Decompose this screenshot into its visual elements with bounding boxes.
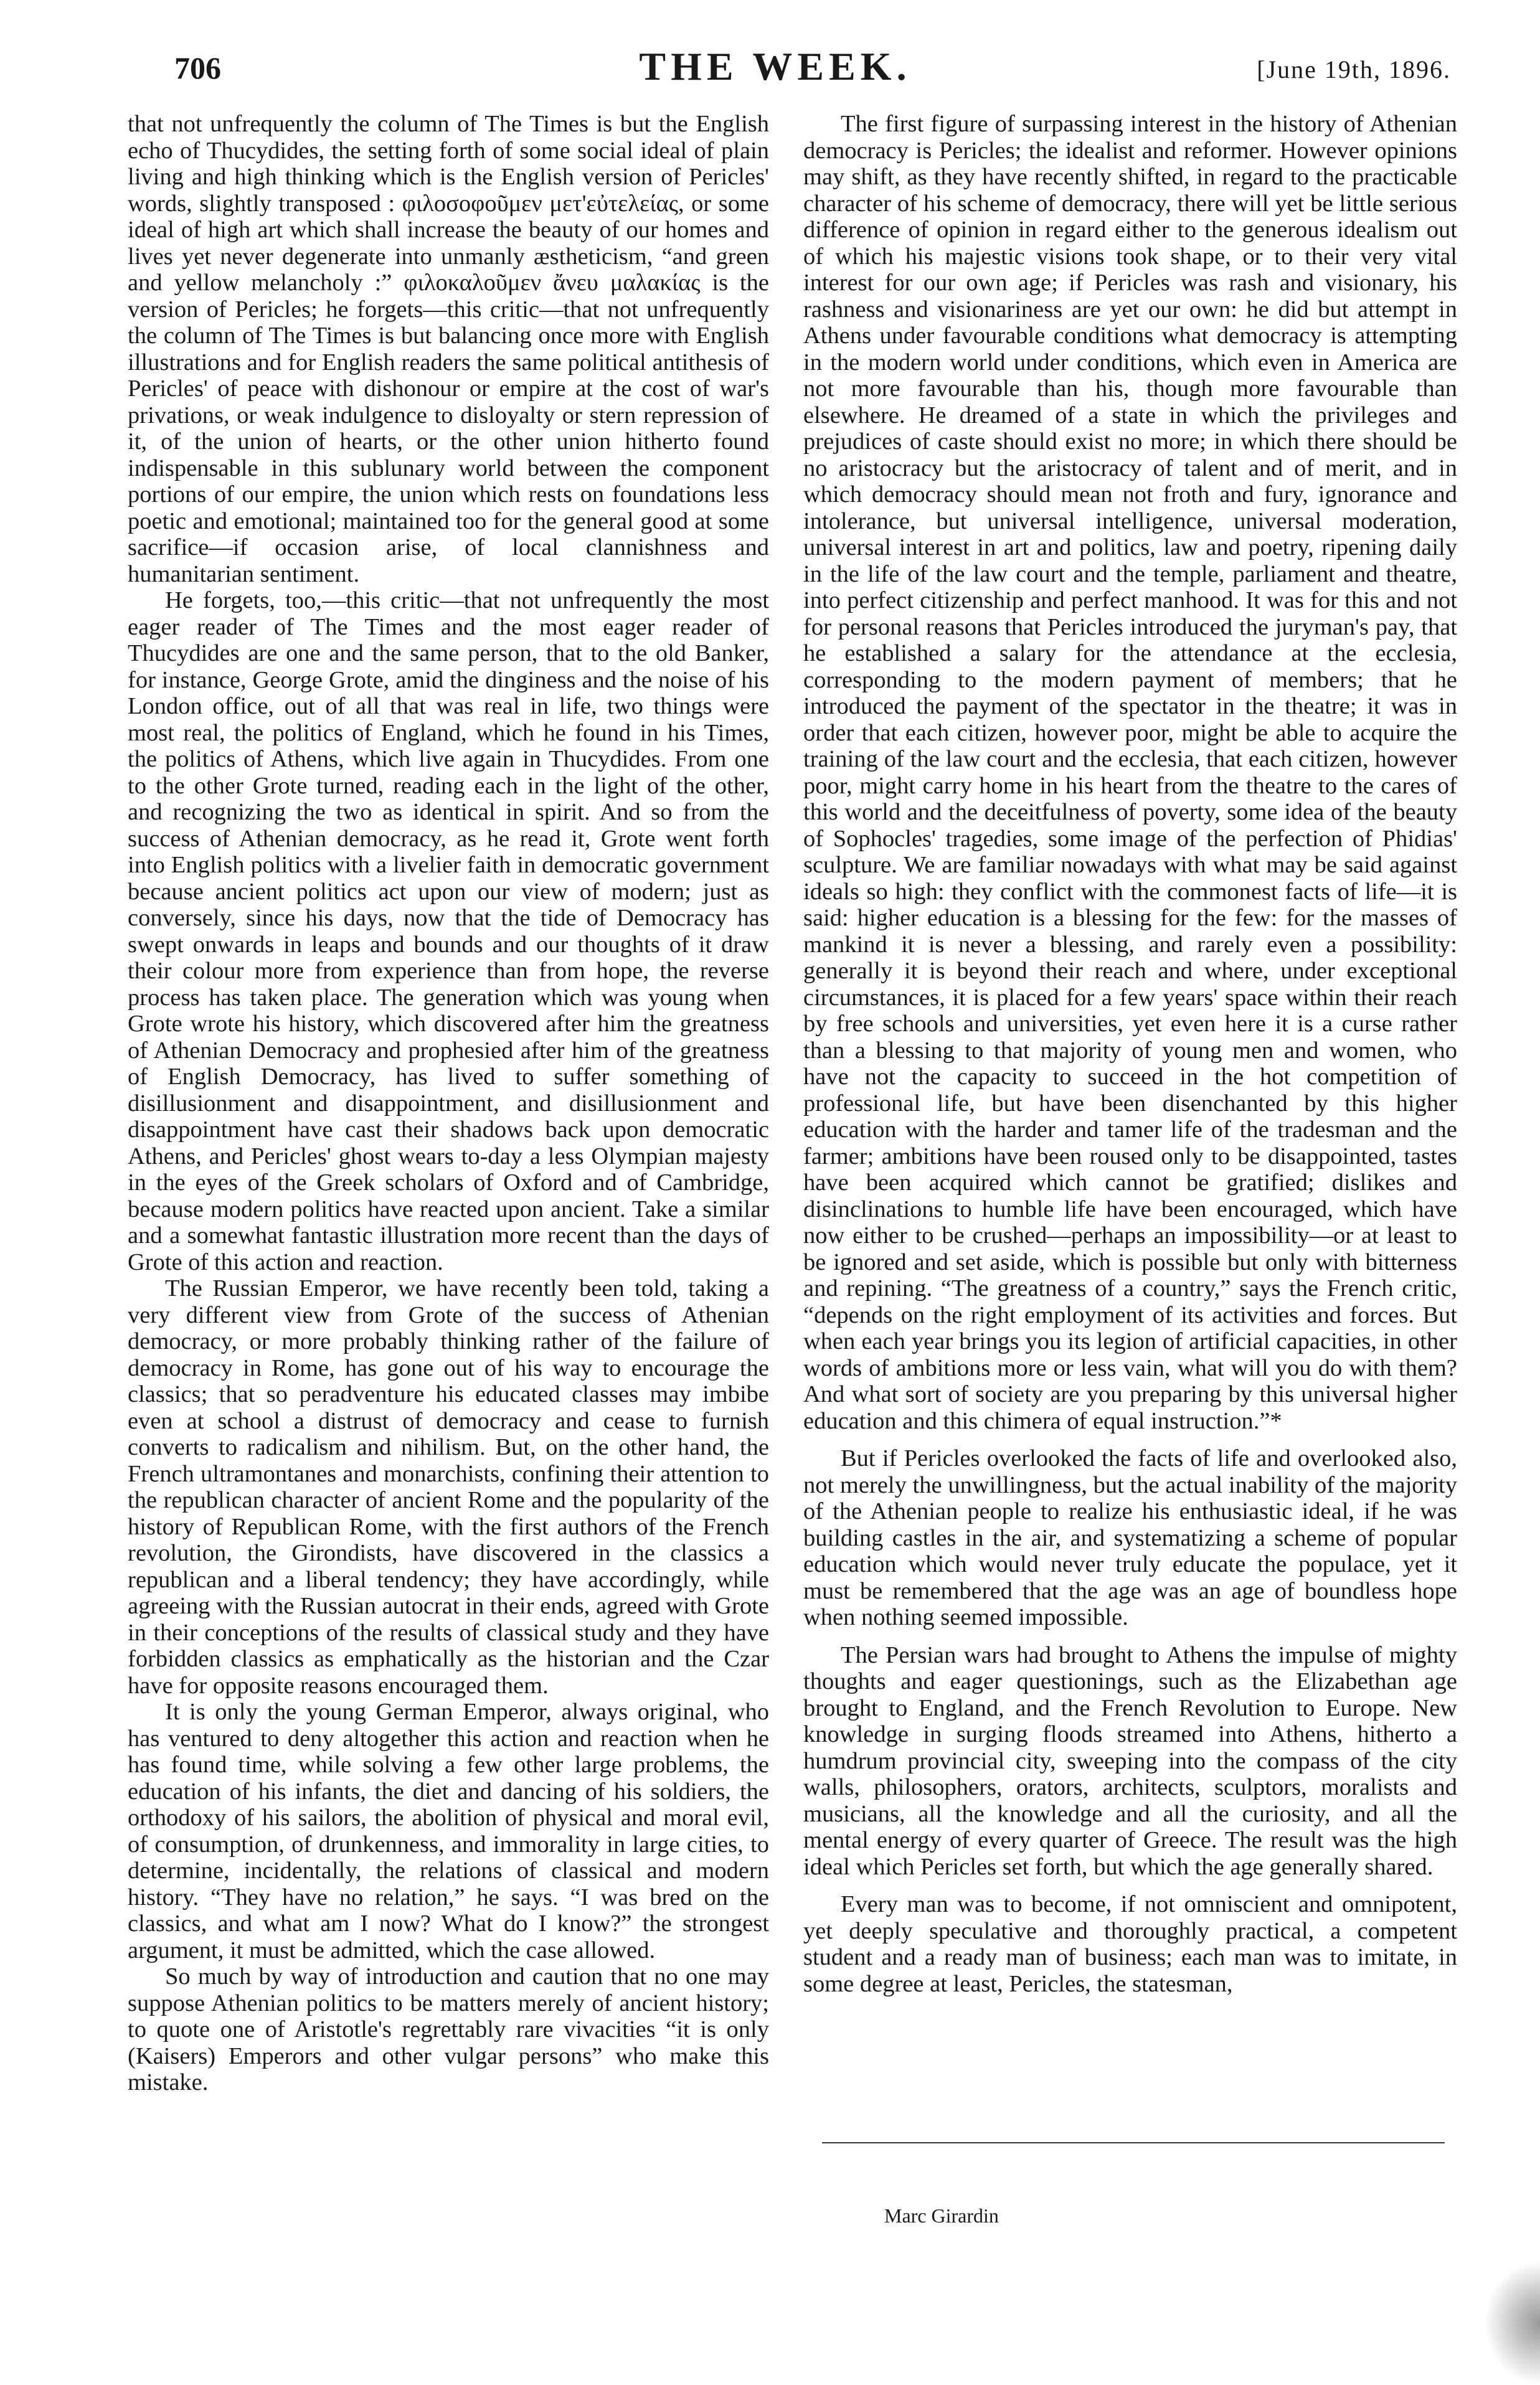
paragraph: The Russian Emperor, we have recently been told, taking a very different view from Grote of the success of Athenian democracy, or more probably thinking rather of the failure of democracy in Rome, has gone out of his way to encourage the classics; that so peradventure his educated classes may imbibe even at school a distrust of democracy and cease to furnish converts to radicalism and nihilism. But, on the other hand, the French ultramontanes and monarchists, confining their attention to the republican character of ancient Rome and the popularity of the history of Republican Rome, with the first authors of the French revolution, the Girondists, have discovered in the classics a republican and a liberal tendency; they have accordingly, while agreeing with the Russian autocrat in their ends, agreed with Grote in their conceptions of the results of classical study and they have forbidden classics as emphatically as the historian and the Czar have for opposite reasons encouraged them. bbox=[128, 1275, 769, 1699]
paragraph: But if Pericles overlooked the facts of life and overlooked also, not merely the unwillingness, but the actual inability of the majority of the Athenian people to realize his enthusiastic ideal, if he was building castles in the air, and systematizing a scheme of popular education which would never truly educate the populace, yet it must be remembered that the age was an age of boundless hope when nothing seemed impossible. bbox=[803, 1445, 1457, 1630]
page-number: 706 bbox=[174, 50, 221, 85]
paragraph: So much by way of introduction and caution that no one may suppose Athenian politics to be matters merely of ancient history; to quote one of Aristotle's regrettably rare vivacities “it is only (Kaisers) Emperors and other vulgar persons” who make this mistake. bbox=[128, 1963, 769, 2095]
footnote-divider bbox=[822, 2142, 1445, 2143]
right-column bbox=[803, 111, 1457, 1997]
left-column bbox=[128, 111, 769, 2096]
issue-date: [June 19th, 1896. bbox=[1257, 55, 1451, 83]
paragraph: He forgets, too,—this critic—that not unfrequently the most eager reader of The Times and the most eager reader of Thucydides are one and the same person, that to the old Banker, for instance, George Grote, amid the dinginess and the noise of his London office, out of all that was real in life, two things were most real, the politics of England, which he found in his Times, the politics of Athens, which live again in Thucydides. From one to the other Grote turned, reading each in the light of the other, and recognizing the two as identical in spirit. And so from the success of Athenian democracy, as he read it, Grote went forth into English politics with a livelier faith in democratic government because ancient politics act upon our view of modern; just as conversely, since his days, now that the tide of Democracy has swept onwards in leaps and bounds and our thoughts of it draw their colour more from experience than from hope, the reverse process has taken place. The generation which was young when Grote wrote his history, which discovered after him the greatness of Athenian Democracy and prophesied after him of the greatness of English Democracy, has lived to suffer something of disillusionment and disappointment, and disillusionment and disappointment have cast their shadows back upon democratic Athens, and Pericles' ghost wears to-day a less Olympian majesty in the eyes of the Greek scholars of Oxford and of Cambridge, because modern politics have reacted upon ancient. Take a similar and a somewhat fantastic illustration more recent than the days of Grote of this action and reaction. bbox=[128, 587, 769, 1275]
paragraph: Every man was to become, if not omniscient and omnipotent, yet deeply speculative and thoroughly practical, a competent student and a ready man of business; each man was to imitate, in some degree at least, Pericles, the statesman, bbox=[803, 1891, 1457, 1997]
journal-title: THE WEEK. bbox=[639, 44, 912, 88]
paragraph: It is only the young German Emperor, always original, who has ventured to deny altogether this action and reaction when he has found time, while solving a few other large problems, the education of his infants, the diet and dancing of his soldiers, the orthodoxy of his sailors, the abolition of physical and moral evil, of consumption, of drunkenness, and immorality in large cities, to determine, incidentally, the relations of classical and modern history. “They have no relation,” he says. “I was bred on the classics, and what am I now? What do I know?” the strongest argument, it must be admitted, which the case allowed. bbox=[128, 1699, 769, 1963]
paragraph: The Persian wars had brought to Athens the impulse of mighty thoughts and eager questionings, such as the Elizabethan age brought to England, and the French Revolution to Europe. New knowledge in surging floods streamed into Athens, hitherto a humdrum provincial city, sweeping into the compass of the city walls, philosophers, orators, architects, sculptors, moralists and musicians, all the knowledge and all the curiosity, and all the mental energy of every quarter of Greece. The result was the high ideal which Pericles set forth, but which the age generally shared. bbox=[803, 1641, 1457, 1880]
scan-edge-smudge bbox=[1484, 2260, 1540, 2385]
paragraph: that not unfrequently the column of The Times is but the English echo of Thucydides, the setting forth of some social ideal of plain living and high thinking which is the English version of Pericles' words, slightly transposed : φιλοσοφοῦμεν μετ'εὐτελείας, or some ideal of high art which shall increase the beauty of our homes and lives yet never degenerate into unmanly æstheticism, “and green and yellow melancholy :” φιλοκαλοῦμεν ἄνευ μαλακίας is the version of Pericles; he forgets—this critic—that not unfrequently the column of The Times is but balancing once more with English illustrations and for English readers the same political antithesis of Pericles' of peace with dishonour or empire at the cost of war's privations, or weak indulgence to disloyalty or stern repression of it, of the union of hearts, or the other union hitherto found indispensable in this sublunary world between the component portions of our empire, the union which rests on foundations less poetic and emotional; maintained too for the general good at some sacrifice—if occasion arise, of local clannishness and humanitarian sentiment. bbox=[128, 111, 769, 587]
paragraph: The first figure of surpassing interest in the history of Athenian democracy is Pericles; the idealist and reformer. However opinions may shift, as they have recently shifted, in regard to the practicable character of his scheme of democracy, there will yet be little serious difference of opinion in regard either to the generous idealism out of which his majestic visions took shape, or to their very vital interest for our own age; if Pericles was rash and visionary, his rashness and visionariness are yet our own: he did but attempt in Athens under favourable conditions what democracy is attempting in the modern world under conditions, which even in America are not more favourable than his, though more favourable than elsewhere. He dreamed of a state in which the privileges and prejudices of caste should exist no more; in which there should be no aristocracy but the aristocracy of talent and of merit, and in which democracy should mean not froth and fury, ignorance and intolerance, but universal intelligence, universal moderation, universal interest in art and politics, law and poetry, ripening daily in the life of the law court and the temple, parliament and theatre, into perfect citizenship and perfect manhood. It was for this and not for personal reasons that Pericles introduced the juryman's pay, that he established a salary for the attendance at the ecclesia, corresponding to the modern payment of members; that he introduced the payment of the spectator in the theatre; it was in order that each citizen, however poor, might be able to acquire the training of the law court and the ecclesia, that each citizen, however poor, might carry home in his heart from the theatre to the cares of this world and the deceitfulness of poverty, some idea of the beauty of Sophocles' tragedies, some image of the perfection of Phidias' sculpture. We are familiar nowadays with what may be said against ideals so high: they conflict with the commonest facts of life—it is said: higher education is a blessing for the few: for the masses of mankind it is never a blessing, and rarely even a possibility: generally it is beyond their reach and where, under exceptional circumstances, it is placed for a few years' space within their reach by free schools and universities, yet even here it is a curse rather than a blessing to that majority of young men and women, who have not the capacity to succeed in the hot competition of professional life, but have been disenchanted by this higher education with the harder and tamer life of the tradesman and the farmer; ambitions have been roused only to be disappointed, tastes have been acquired which cannot be gratified; dislikes and disinclinations to humble life have been encouraged, which have now either to be crushed—perhaps an impossibility—or at least to be ignored and set aside, which is possible but only with bitterness and repining. “The greatness of a country,” says the French critic, “depends on the right employment of its activities and forces. But when each year brings you its legion of artificial capacities, in other words of ambitions more or less vain, what will you do with them? And what sort of society are you preparing by this universal higher education and this chimera of equal instruction.”* bbox=[803, 111, 1457, 1434]
masthead bbox=[93, 44, 1457, 106]
footnote: Marc Girardin bbox=[884, 2204, 999, 2227]
